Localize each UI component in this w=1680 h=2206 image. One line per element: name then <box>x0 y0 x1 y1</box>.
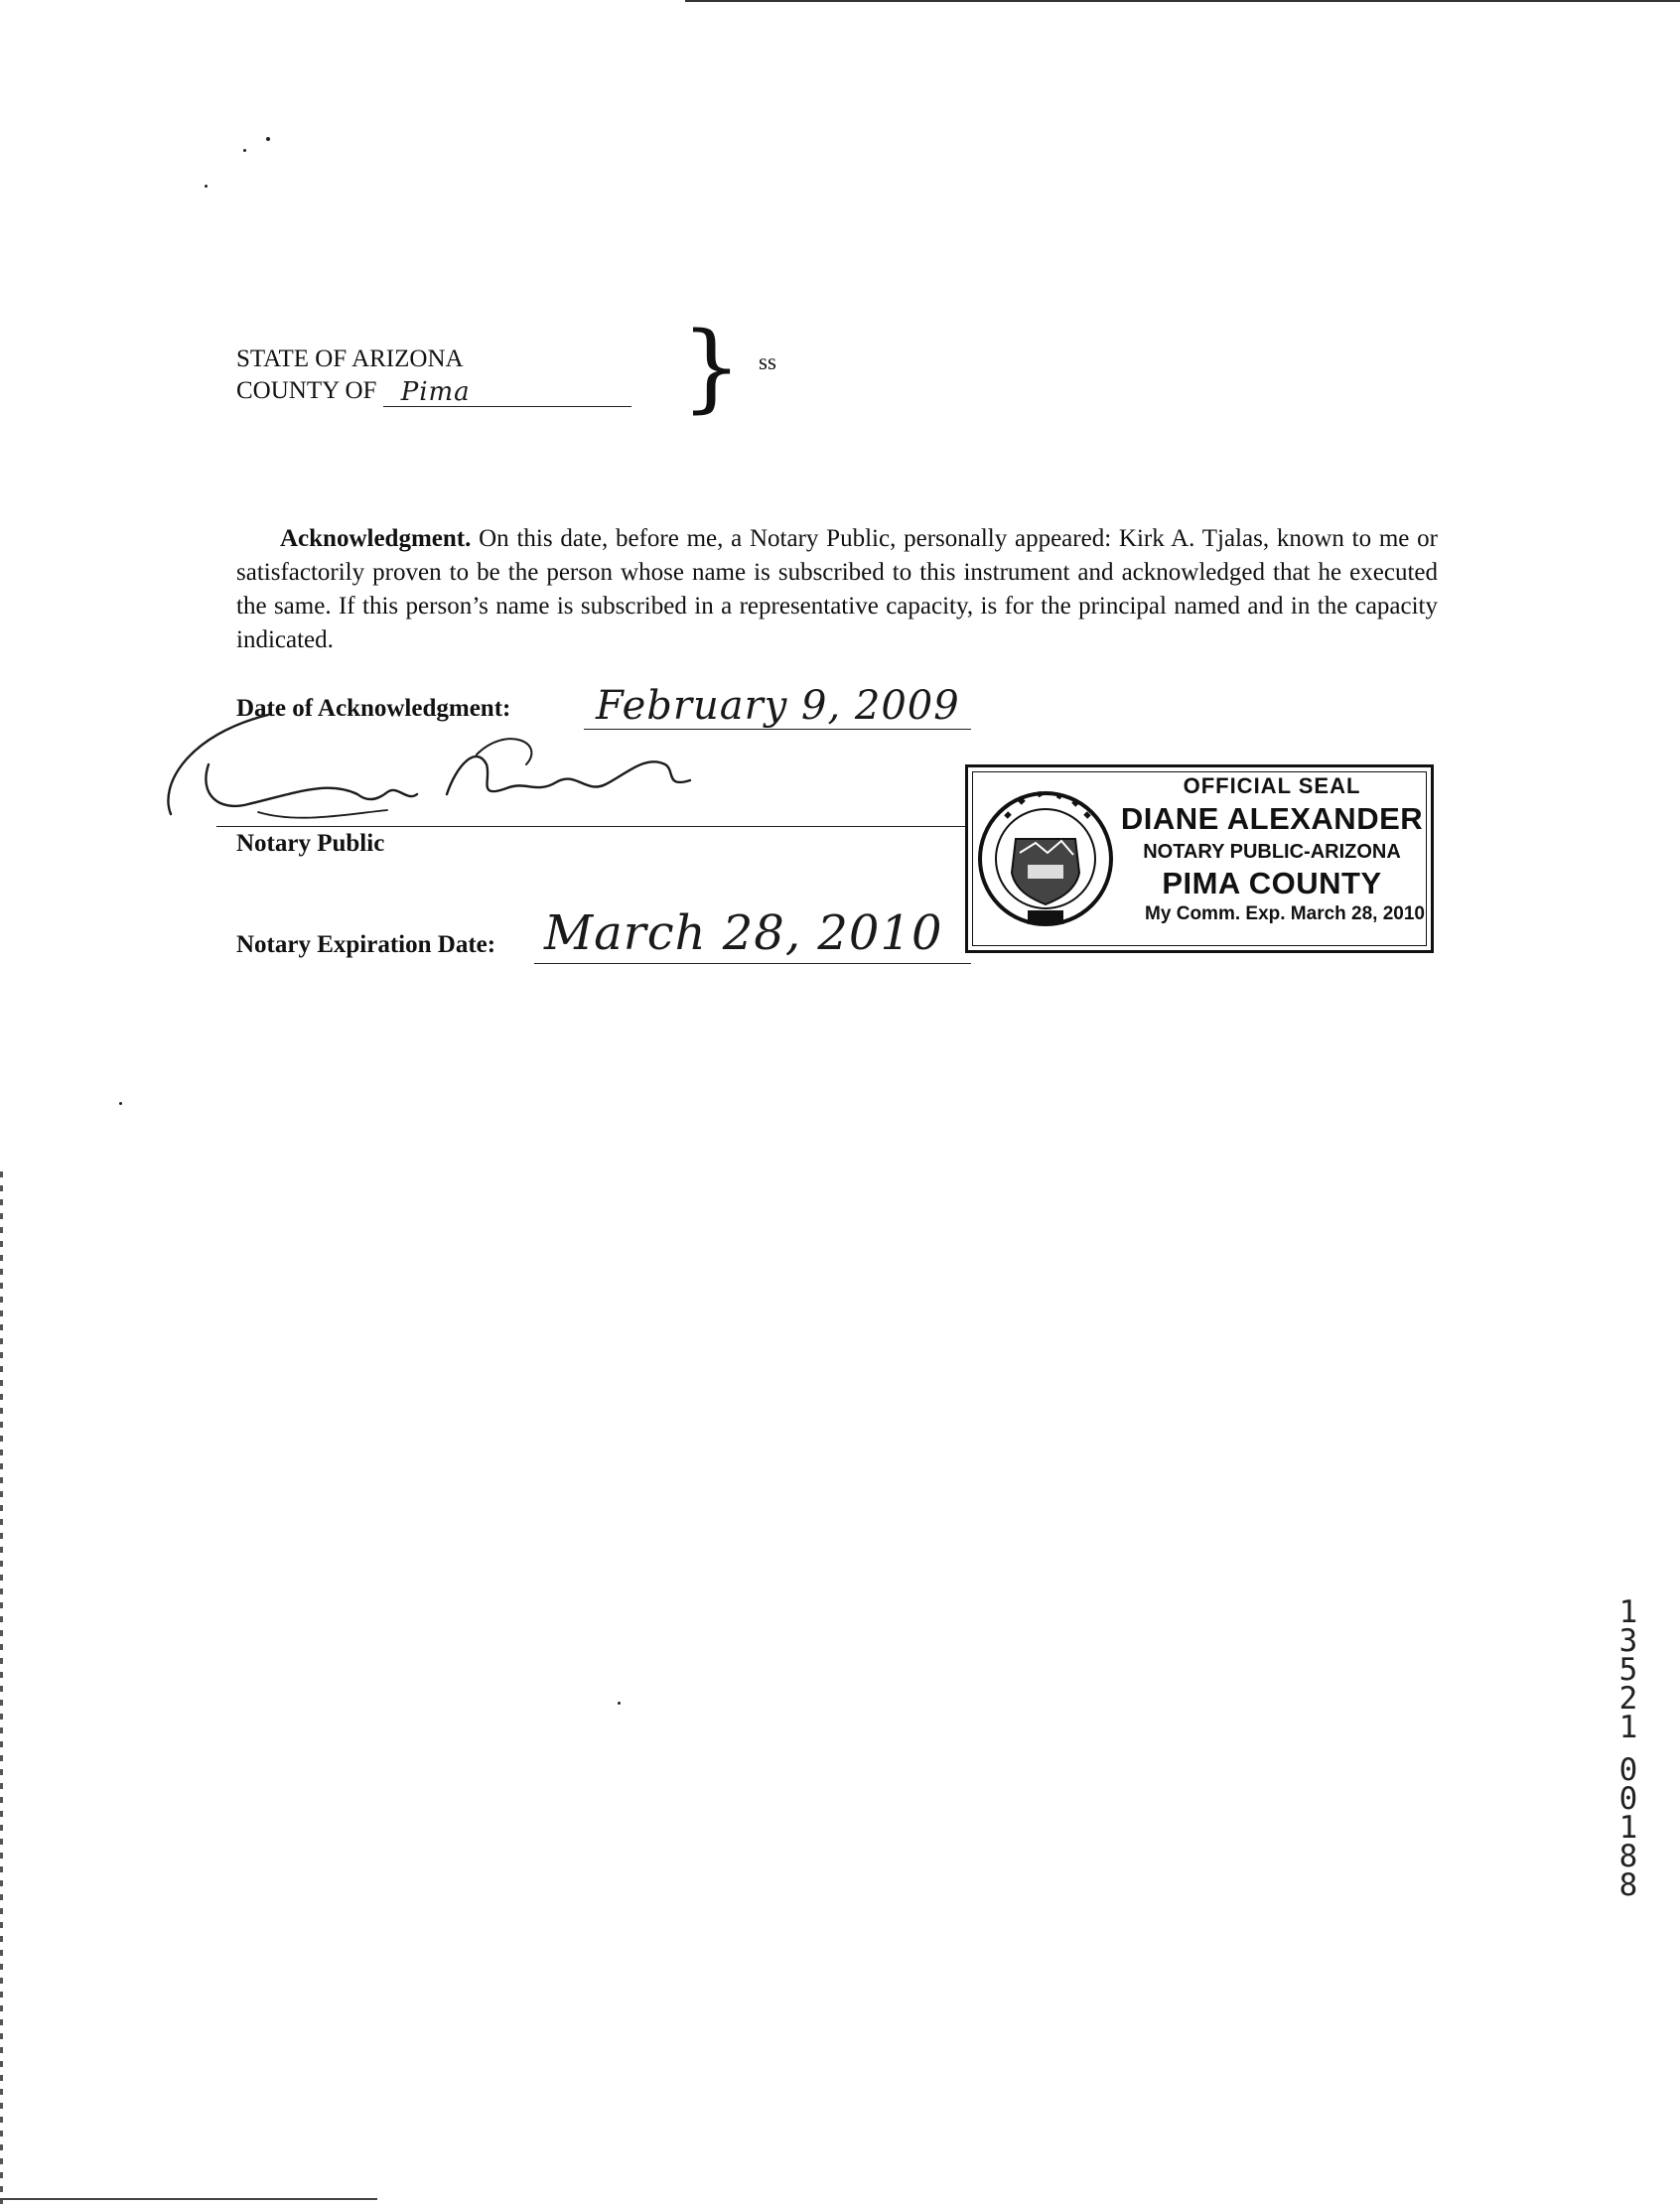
county-line <box>236 375 631 407</box>
doc-digit: 1 <box>1618 1810 1638 1846</box>
county-fill-line <box>383 377 631 407</box>
doc-digit: 1 <box>1618 1710 1638 1745</box>
doc-digit: 1 <box>1618 1594 1638 1630</box>
scan-left-edge <box>0 1172 3 2204</box>
acknowledgment-heading: Acknowledgment. <box>280 525 472 552</box>
doc-digit: 8 <box>1618 1839 1638 1874</box>
scan-speck <box>618 1702 621 1705</box>
doc-digit: 0 <box>1618 1781 1638 1817</box>
notary-expiration-label: Notary Expiration Date: <box>236 931 496 958</box>
scan-bottom-rule <box>0 2198 377 2200</box>
seal-official-seal: OFFICIAL SEAL <box>1183 773 1361 798</box>
county-label: COUNTY OF <box>236 377 377 404</box>
doc-digit: 0 <box>1618 1752 1638 1788</box>
document-number-vertical <box>1609 1594 1648 1903</box>
notary-signature-image <box>149 685 745 844</box>
scan-speck <box>266 137 270 141</box>
doc-digit: 8 <box>1618 1867 1638 1903</box>
seal-county: PIMA COUNTY <box>1162 866 1382 900</box>
scan-edge-rule <box>685 0 1680 2</box>
acknowledgment-paragraph <box>236 522 1438 657</box>
seal-notary-name: DIANE ALEXANDER <box>1120 801 1424 836</box>
scan-speck <box>205 185 208 188</box>
doc-digit: 2 <box>1618 1681 1638 1717</box>
date-of-acknowledgment-handwritten: February 9, 2009 <box>596 683 960 729</box>
seal-text-block <box>1117 767 1427 925</box>
ss-label: ss <box>759 349 776 374</box>
date-of-acknowledgment-label: Date of Acknowledgment: <box>236 695 511 722</box>
county-handwritten: Pima <box>400 377 471 407</box>
scan-speck <box>119 1102 122 1105</box>
seal-notary-public-arizona: NOTARY PUBLIC-ARIZONA <box>1143 841 1401 863</box>
arizona-state-seal-icon <box>976 777 1125 936</box>
scan-speck <box>243 149 246 152</box>
state-line: STATE OF ARIZONA <box>236 345 464 372</box>
acknowledgment-body: On this date, before me, a Notary Public, personally appeared: Kirk A. Tjalas, known to me or satisfactorily proven to be the person whose name is subscribed to this instrument and acknowledged that he executed the same. If this person’s name is subscribed in a representative capacity, is for the principal named and in the capacity indicated. <box>236 525 1438 653</box>
notary-signature-line <box>216 826 971 827</box>
doc-digit: 5 <box>1618 1652 1638 1688</box>
venue-brace: } <box>681 312 743 423</box>
notary-public-label: Notary Public <box>236 830 385 857</box>
notary-expiration-handwritten: March 28, 2010 <box>544 905 943 961</box>
expiration-line <box>534 963 971 964</box>
seal-commission-expiration: My Comm. Exp. March 28, 2010 <box>1145 903 1425 924</box>
official-seal-stamp <box>965 764 1434 953</box>
doc-digit: 3 <box>1618 1623 1638 1659</box>
